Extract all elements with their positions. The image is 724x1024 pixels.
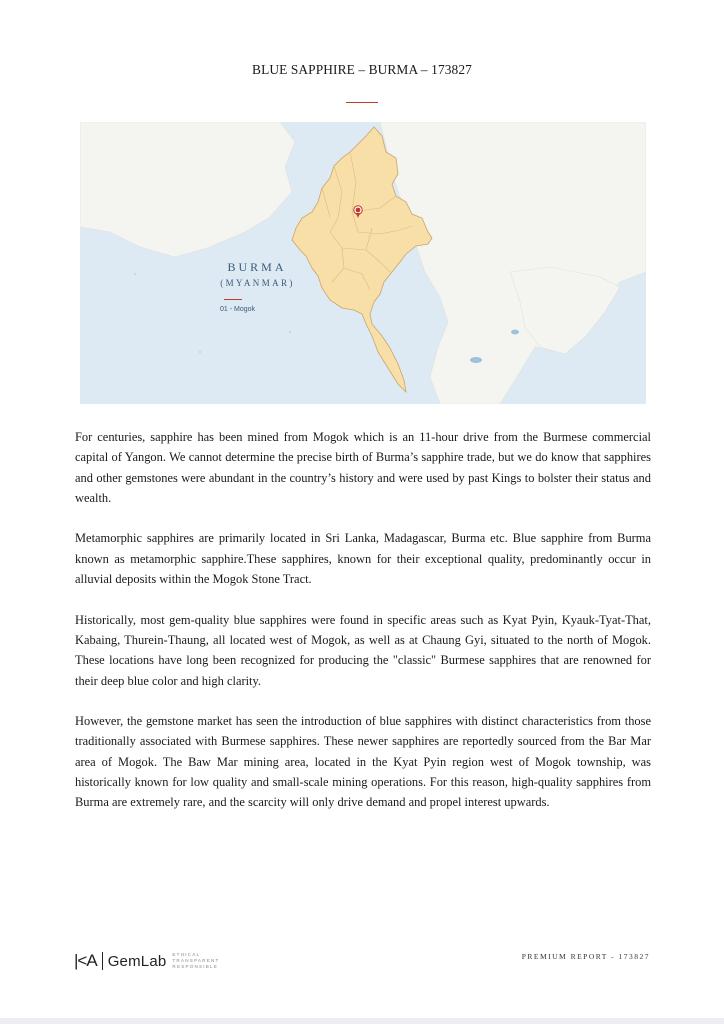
map-island-2 <box>199 351 201 353</box>
map-country-alt-label: (MYANMAR) <box>220 278 295 288</box>
logo-tagline-2: TRANSPARENT <box>172 958 220 964</box>
map-label-divider <box>224 299 242 300</box>
logo-tagline-3: RESPONSIBLE <box>172 963 219 969</box>
map-land-east <box>380 122 646 404</box>
paragraph-3: Historically, most gem-quality blue sapphires were found in specific areas such as Kyat Pyin, Kyauk-Tyat-That, Kabaing, Thurein-Thaung, all located west of Mogok, as well as at Chaung Gyi, situated to the north of Mogok. These locations have long been recognized for producing the "classic" Burmese sapphires that are renowned for their deep blue color and high clarity. <box>75 612 651 688</box>
gemlab-logo <box>74 950 219 972</box>
page-bottom-bar <box>0 1018 724 1024</box>
title-divider <box>346 102 378 103</box>
map-lake-2 <box>511 330 519 335</box>
map-country-label: BURMA <box>227 260 287 274</box>
logo-mark-icon: |<A <box>74 951 97 970</box>
report-label: PREMIUM REPORT - 173827 <box>521 952 650 961</box>
map-location-label: 01 - Mogok <box>220 306 256 313</box>
paragraph-1: For centuries, sapphire has been mined from Mogok which is an 11-hour drive from the Burmese commercial capital of Yangon. We cannot determine the precise birth of Burma’s sapphire trade, but we do know that sapphires and other gemstones were abundant in the country’s history and were used by past Kings to bolster their status and wealth. <box>75 430 651 505</box>
paragraph-2: Metamorphic sapphires are primarily located in Sri Lanka, Madagascar, Burma etc. Blue sapphire from Burma known as metamorphic sapphire.These sapphires, known for their exceptional quality, predominantly occur in alluvial deposits within the Mogok Stone Tract. <box>75 531 651 587</box>
location-map <box>80 122 646 404</box>
map-island-1 <box>134 273 136 275</box>
map-land-west <box>80 122 295 257</box>
logo-tagline <box>172 952 219 969</box>
map-island-3 <box>289 331 291 333</box>
logo-name: GemLab <box>107 952 167 970</box>
logo-tagline-1: ETHICAL <box>172 952 201 958</box>
paragraph-4: However, the gemstone market has seen the introduction of blue sapphires with distinct characteristics from those traditionally associated with Burmese sapphires. These newer sapphires are reportedly sourced from the Bar Mar area of Mogok. The Baw Mar mining area, located in the Kyat Pyin region west of Mogok township, was historically known for low quality and small-scale mining operations. For this reason, high-quality sapphires from Burma are extremely rare, and the scarcity will only drive demand and propel interest upwards. <box>75 714 651 810</box>
page-title: BLUE SAPPHIRE – BURMA – 173827 <box>252 62 472 77</box>
map-graphic <box>80 122 646 404</box>
map-lake-1 <box>470 357 482 363</box>
logo-separator <box>102 952 103 970</box>
report-body <box>75 427 651 833</box>
